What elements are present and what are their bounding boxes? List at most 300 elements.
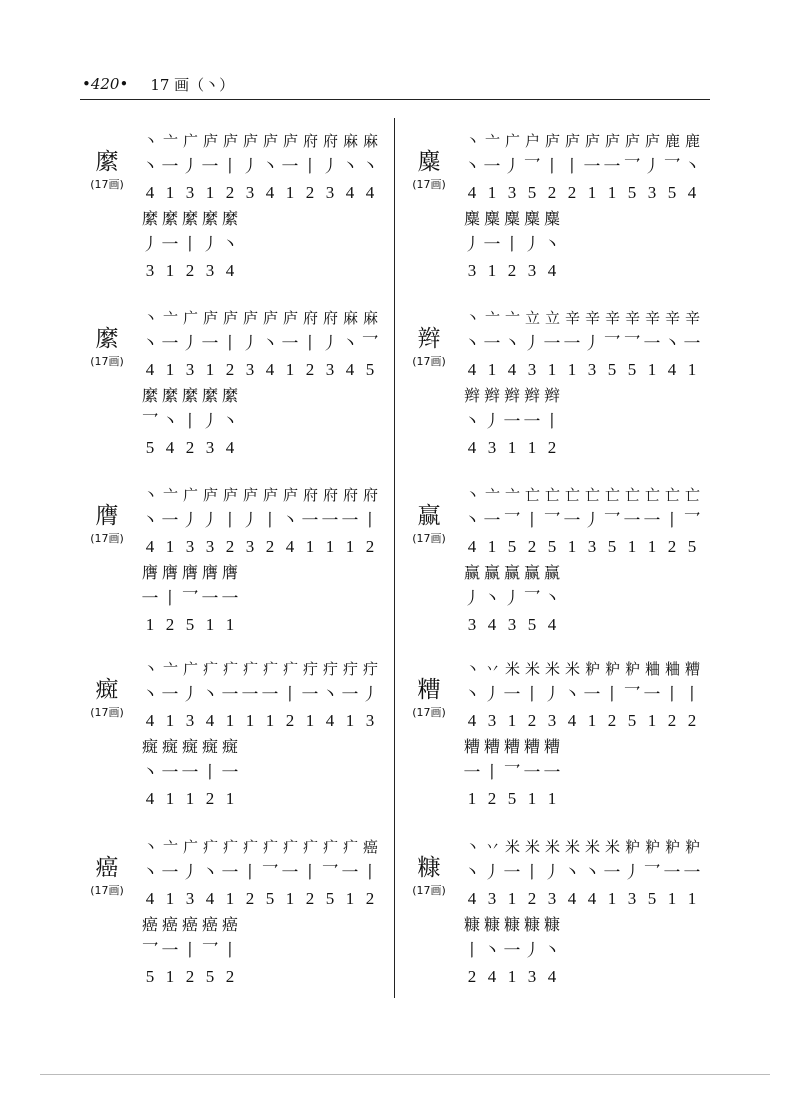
progression-glyph: 疒 bbox=[222, 660, 237, 678]
stroke-number: 1 bbox=[165, 889, 175, 908]
stroke-glyph: 乛 bbox=[503, 763, 521, 783]
progression-glyph: 疒 bbox=[342, 838, 357, 856]
head-character: 癍 bbox=[95, 677, 119, 703]
stroke-glyph: 一 bbox=[663, 863, 681, 883]
progression-glyph: 疒 bbox=[262, 660, 277, 678]
progression-glyph: 粐 bbox=[624, 660, 639, 678]
stroke-glyph: 丿 bbox=[643, 157, 661, 177]
progression-glyph: 糟 bbox=[483, 737, 500, 756]
progression-row bbox=[462, 305, 742, 331]
stroke-number: 2 bbox=[547, 438, 557, 457]
progression-glyph: 广 bbox=[504, 132, 519, 150]
progression-glyph: 縻 bbox=[181, 209, 198, 228]
progression-glyph: 糟 bbox=[684, 660, 699, 678]
number-row bbox=[140, 534, 420, 560]
stroke-glyph: 乛 bbox=[603, 334, 621, 354]
progression-glyph: 麋 bbox=[503, 209, 520, 228]
progression-glyph: 粬 bbox=[664, 660, 679, 678]
progression-glyph: 庐 bbox=[644, 132, 659, 150]
stroke-glyph: 一 bbox=[301, 511, 319, 531]
progression-glyph: 縻 bbox=[141, 386, 158, 405]
stroke-sequence bbox=[140, 834, 420, 990]
stroke-glyph: 丶 bbox=[663, 334, 681, 354]
progression-glyph: 府 bbox=[302, 309, 317, 327]
stroke-number: 4 bbox=[365, 183, 375, 202]
stroke-number: 3 bbox=[467, 615, 477, 634]
stroke-glyph: 乛 bbox=[663, 157, 681, 177]
stroke-glyph: 一 bbox=[301, 685, 319, 705]
stroke-number: 2 bbox=[165, 615, 175, 634]
stroke-number: 1 bbox=[285, 360, 295, 379]
stroke-number: 4 bbox=[205, 889, 215, 908]
stroke-row bbox=[462, 154, 742, 180]
stroke-number: 3 bbox=[325, 360, 335, 379]
stroke-glyph: 一 bbox=[483, 157, 501, 177]
progression-glyph: 丶 bbox=[142, 486, 157, 504]
stroke-number: 1 bbox=[205, 360, 215, 379]
stroke-glyph: 丿 bbox=[201, 511, 219, 531]
stroke-number: 4 bbox=[265, 360, 275, 379]
progression-row bbox=[140, 305, 420, 331]
stroke-glyph: 丨 bbox=[563, 157, 581, 177]
stroke-number: 1 bbox=[547, 789, 557, 808]
stroke-glyph: 丨 bbox=[301, 157, 319, 177]
stroke-number: 4 bbox=[225, 438, 235, 457]
progression-row bbox=[140, 206, 420, 232]
stroke-glyph: 丨 bbox=[543, 157, 561, 177]
stroke-glyph: 丶 bbox=[543, 941, 561, 961]
stroke-row bbox=[462, 409, 742, 435]
stroke-number: 1 bbox=[285, 889, 295, 908]
character-entry bbox=[410, 656, 730, 831]
head-character: 縻 bbox=[95, 326, 119, 352]
progression-glyph: 縻 bbox=[161, 386, 178, 405]
stroke-sequence bbox=[462, 128, 742, 284]
stroke-number: 1 bbox=[607, 889, 617, 908]
stroke-glyph: 丶 bbox=[161, 412, 179, 432]
stroke-number: 5 bbox=[205, 967, 215, 986]
stroke-number: 4 bbox=[487, 615, 497, 634]
progression-row bbox=[462, 482, 742, 508]
stroke-glyph: 丨 bbox=[543, 412, 561, 432]
stroke-glyph: 丨 bbox=[483, 763, 501, 783]
stroke-sequence bbox=[462, 834, 742, 990]
stroke-number: 4 bbox=[667, 360, 677, 379]
stroke-glyph: 一 bbox=[643, 511, 661, 531]
stroke-number: 1 bbox=[507, 889, 517, 908]
progression-glyph: 丶 bbox=[142, 838, 157, 856]
stroke-glyph: 丨 bbox=[301, 334, 319, 354]
stroke-number: 3 bbox=[527, 360, 537, 379]
stroke-number: 1 bbox=[587, 711, 597, 730]
stroke-number: 1 bbox=[527, 438, 537, 457]
stroke-number: 4 bbox=[587, 889, 597, 908]
stroke-number: 1 bbox=[667, 889, 677, 908]
entry-head bbox=[78, 676, 136, 720]
progression-glyph: 广 bbox=[182, 486, 197, 504]
stroke-glyph: 乛 bbox=[603, 511, 621, 531]
stroke-glyph: 丨 bbox=[201, 763, 219, 783]
stroke-count: (17画) bbox=[412, 178, 446, 191]
stroke-number: 4 bbox=[487, 967, 497, 986]
stroke-row bbox=[140, 154, 420, 180]
progression-glyph: 辫 bbox=[523, 386, 540, 405]
stroke-number: 3 bbox=[245, 537, 255, 556]
stroke-glyph: 丿 bbox=[141, 235, 159, 255]
progression-glyph: 亠 bbox=[162, 132, 177, 150]
progression-glyph: 糠 bbox=[543, 915, 560, 934]
stroke-glyph: 丿 bbox=[503, 157, 521, 177]
progression-glyph: 糟 bbox=[503, 737, 520, 756]
stroke-number: 5 bbox=[145, 967, 155, 986]
progression-row bbox=[462, 128, 742, 154]
stroke-number: 5 bbox=[527, 615, 537, 634]
stroke-number: 1 bbox=[305, 711, 315, 730]
stroke-number: 3 bbox=[487, 438, 497, 457]
stroke-row bbox=[140, 586, 420, 612]
progression-glyph: 庐 bbox=[222, 309, 237, 327]
stroke-sequence bbox=[462, 305, 742, 461]
stroke-glyph: 丨 bbox=[161, 589, 179, 609]
progression-row bbox=[140, 560, 420, 586]
stroke-glyph: 丿 bbox=[463, 589, 481, 609]
stroke-glyph: 丨 bbox=[463, 941, 481, 961]
progression-glyph: 庐 bbox=[544, 132, 559, 150]
stroke-glyph: 一 bbox=[201, 157, 219, 177]
stroke-glyph: 丨 bbox=[181, 412, 199, 432]
entry-head bbox=[78, 148, 136, 192]
stroke-glyph: 丶 bbox=[201, 685, 219, 705]
stroke-number: 1 bbox=[245, 711, 255, 730]
stroke-glyph: 丶 bbox=[583, 863, 601, 883]
progression-glyph: 亡 bbox=[524, 486, 539, 504]
progression-glyph: 癌 bbox=[201, 915, 218, 934]
stroke-glyph: 一 bbox=[161, 511, 179, 531]
progression-glyph: 庐 bbox=[262, 309, 277, 327]
stroke-glyph: 乛 bbox=[623, 685, 641, 705]
stroke-glyph: 丨 bbox=[663, 685, 681, 705]
progression-glyph: 庐 bbox=[202, 309, 217, 327]
stroke-number: 1 bbox=[285, 183, 295, 202]
stroke-glyph: 丿 bbox=[181, 157, 199, 177]
progression-glyph: 庐 bbox=[282, 309, 297, 327]
stroke-row bbox=[462, 331, 742, 357]
stroke-glyph: 一 bbox=[181, 763, 199, 783]
progression-glyph: 庐 bbox=[242, 132, 257, 150]
stroke-glyph: 丿 bbox=[483, 412, 501, 432]
progression-glyph: 縻 bbox=[141, 209, 158, 228]
entry-head bbox=[400, 325, 458, 369]
progression-glyph: 疒 bbox=[202, 660, 217, 678]
progression-glyph: 庐 bbox=[624, 132, 639, 150]
stroke-glyph: 丿 bbox=[523, 334, 541, 354]
progression-row bbox=[462, 656, 742, 682]
progression-glyph: 丶 bbox=[464, 486, 479, 504]
progression-glyph: 赢 bbox=[543, 563, 560, 582]
stroke-number: 5 bbox=[627, 360, 637, 379]
stroke-number: 2 bbox=[185, 261, 195, 280]
stroke-number: 2 bbox=[687, 711, 697, 730]
stroke-glyph: 一 bbox=[321, 511, 339, 531]
progression-glyph: 米 bbox=[584, 838, 599, 856]
stroke-row bbox=[140, 409, 420, 435]
stroke-glyph: 丶 bbox=[141, 157, 159, 177]
progression-glyph: 膺 bbox=[181, 563, 198, 582]
stroke-sequence bbox=[140, 305, 420, 461]
stroke-number: 5 bbox=[265, 889, 275, 908]
progression-glyph: 米 bbox=[564, 838, 579, 856]
stroke-number: 1 bbox=[145, 615, 155, 634]
progression-glyph: 粐 bbox=[584, 660, 599, 678]
progression-glyph: 糟 bbox=[463, 737, 480, 756]
stroke-glyph: 丿 bbox=[623, 863, 641, 883]
progression-glyph: 府 bbox=[302, 486, 317, 504]
stroke-number: 2 bbox=[305, 360, 315, 379]
stroke-row bbox=[462, 586, 742, 612]
stroke-number: 1 bbox=[305, 537, 315, 556]
stroke-glyph: 一 bbox=[503, 941, 521, 961]
stroke-number: 3 bbox=[145, 261, 155, 280]
stroke-glyph: 一 bbox=[221, 685, 239, 705]
stroke-glyph: 一 bbox=[483, 511, 501, 531]
head-character: 赢 bbox=[417, 503, 441, 529]
progression-glyph: 粐 bbox=[604, 660, 619, 678]
stroke-glyph: 乛 bbox=[503, 511, 521, 531]
stroke-glyph: 一 bbox=[341, 685, 359, 705]
stroke-number: 1 bbox=[165, 967, 175, 986]
progression-glyph: 丷 bbox=[484, 838, 499, 856]
stroke-number: 4 bbox=[467, 360, 477, 379]
stroke-glyph: 一 bbox=[483, 334, 501, 354]
progression-glyph: 粬 bbox=[644, 660, 659, 678]
progression-glyph: 辛 bbox=[604, 309, 619, 327]
stroke-number: 3 bbox=[507, 183, 517, 202]
progression-glyph: 縻 bbox=[221, 209, 238, 228]
stroke-number: 1 bbox=[687, 360, 697, 379]
page-number: •420• bbox=[82, 75, 129, 93]
progression-glyph: 亠 bbox=[162, 486, 177, 504]
progression-row bbox=[462, 560, 742, 586]
number-row bbox=[140, 180, 420, 206]
stroke-glyph: 丶 bbox=[543, 589, 561, 609]
character-entry bbox=[88, 128, 408, 303]
progression-glyph: 疔 bbox=[322, 660, 337, 678]
progression-glyph: 麻 bbox=[362, 132, 377, 150]
progression-glyph: 糠 bbox=[463, 915, 480, 934]
stroke-glyph: 乛 bbox=[623, 157, 641, 177]
progression-glyph: 糟 bbox=[523, 737, 540, 756]
stroke-number: 4 bbox=[145, 183, 155, 202]
stroke-glyph: 一 bbox=[201, 334, 219, 354]
stroke-number: 4 bbox=[467, 183, 477, 202]
stroke-glyph: 一 bbox=[161, 763, 179, 783]
stroke-glyph: 丶 bbox=[463, 685, 481, 705]
stroke-number: 1 bbox=[507, 967, 517, 986]
progression-glyph: 庐 bbox=[584, 132, 599, 150]
stroke-glyph: 丶 bbox=[141, 863, 159, 883]
stroke-number: 4 bbox=[145, 360, 155, 379]
stroke-row bbox=[140, 232, 420, 258]
stroke-number: 4 bbox=[567, 889, 577, 908]
stroke-glyph: 乛 bbox=[361, 334, 379, 354]
stroke-glyph: 丨 bbox=[523, 863, 541, 883]
progression-glyph: 辛 bbox=[624, 309, 639, 327]
number-row bbox=[462, 886, 742, 912]
progression-glyph: 丷 bbox=[484, 660, 499, 678]
progression-glyph: 丶 bbox=[464, 660, 479, 678]
stroke-number: 1 bbox=[165, 789, 175, 808]
stroke-glyph: 丿 bbox=[201, 235, 219, 255]
progression-row bbox=[140, 834, 420, 860]
stroke-glyph: 乛 bbox=[543, 511, 561, 531]
stroke-row bbox=[140, 682, 420, 708]
stroke-number: 1 bbox=[225, 615, 235, 634]
progression-glyph: 疔 bbox=[302, 660, 317, 678]
stroke-glyph: 丨 bbox=[241, 863, 259, 883]
stroke-glyph: 丿 bbox=[201, 412, 219, 432]
stroke-number: 3 bbox=[647, 183, 657, 202]
stroke-number: 1 bbox=[647, 537, 657, 556]
progression-glyph: 辫 bbox=[463, 386, 480, 405]
stroke-number: 1 bbox=[225, 711, 235, 730]
progression-glyph: 麻 bbox=[362, 309, 377, 327]
stroke-number: 3 bbox=[205, 537, 215, 556]
stroke-glyph: 乛 bbox=[643, 863, 661, 883]
stroke-glyph: 乛 bbox=[321, 863, 339, 883]
progression-glyph: 疒 bbox=[242, 838, 257, 856]
stroke-count: (17画) bbox=[90, 706, 124, 719]
stroke-glyph: 一 bbox=[141, 589, 159, 609]
stroke-number: 3 bbox=[507, 615, 517, 634]
progression-glyph: 广 bbox=[182, 838, 197, 856]
stroke-glyph: 一 bbox=[503, 412, 521, 432]
stroke-number: 3 bbox=[587, 537, 597, 556]
character-entry bbox=[88, 656, 408, 831]
stroke-glyph: 一 bbox=[523, 763, 541, 783]
stroke-number: 4 bbox=[467, 889, 477, 908]
stroke-glyph: 一 bbox=[261, 685, 279, 705]
number-row bbox=[140, 357, 420, 383]
stroke-glyph: 丶 bbox=[563, 685, 581, 705]
progression-glyph: 膺 bbox=[221, 563, 238, 582]
progression-glyph: 丶 bbox=[464, 309, 479, 327]
stroke-glyph: 丿 bbox=[523, 235, 541, 255]
stroke-number: 5 bbox=[627, 711, 637, 730]
stroke-number: 4 bbox=[145, 711, 155, 730]
stroke-glyph: 一 bbox=[161, 863, 179, 883]
stroke-glyph: 丿 bbox=[543, 685, 561, 705]
stroke-glyph: 一 bbox=[221, 763, 239, 783]
stroke-number: 4 bbox=[205, 711, 215, 730]
progression-glyph: 疔 bbox=[342, 660, 357, 678]
stroke-number: 3 bbox=[185, 711, 195, 730]
stroke-glyph: 乛 bbox=[523, 157, 541, 177]
number-row bbox=[462, 258, 742, 284]
progression-glyph: 户 bbox=[524, 132, 539, 150]
stroke-number: 2 bbox=[185, 438, 195, 457]
progression-glyph: 府 bbox=[342, 486, 357, 504]
progression-glyph: 亡 bbox=[624, 486, 639, 504]
progression-glyph: 米 bbox=[524, 660, 539, 678]
stroke-glyph: 丨 bbox=[221, 157, 239, 177]
stroke-glyph: 丿 bbox=[181, 685, 199, 705]
stroke-glyph: 一 bbox=[623, 511, 641, 531]
stroke-glyph: 丨 bbox=[503, 235, 521, 255]
stroke-number: 1 bbox=[527, 789, 537, 808]
stroke-glyph: 丶 bbox=[463, 511, 481, 531]
stroke-number: 1 bbox=[487, 537, 497, 556]
progression-glyph: 米 bbox=[504, 660, 519, 678]
stroke-number: 1 bbox=[345, 711, 355, 730]
progression-glyph: 癍 bbox=[201, 737, 218, 756]
stroke-glyph: 一 bbox=[643, 685, 661, 705]
stroke-number: 3 bbox=[467, 261, 477, 280]
stroke-number: 3 bbox=[547, 711, 557, 730]
progression-glyph: 亡 bbox=[564, 486, 579, 504]
header-rule bbox=[80, 99, 710, 100]
stroke-number: 3 bbox=[365, 711, 375, 730]
stroke-number: 1 bbox=[165, 711, 175, 730]
stroke-sequence bbox=[140, 482, 420, 638]
stroke-number: 3 bbox=[185, 889, 195, 908]
progression-glyph: 糠 bbox=[483, 915, 500, 934]
progression-glyph: 亡 bbox=[684, 486, 699, 504]
stroke-glyph: 一 bbox=[683, 863, 701, 883]
stroke-number: 4 bbox=[325, 711, 335, 730]
progression-glyph: 米 bbox=[564, 660, 579, 678]
page-header bbox=[82, 70, 712, 98]
number-row bbox=[462, 435, 742, 461]
stroke-number: 2 bbox=[527, 889, 537, 908]
stroke-glyph: 丨 bbox=[261, 511, 279, 531]
entry-head bbox=[78, 325, 136, 369]
number-row bbox=[462, 786, 742, 812]
progression-glyph: 庐 bbox=[242, 309, 257, 327]
progression-glyph: 鹿 bbox=[684, 132, 699, 150]
stroke-glyph: 丶 bbox=[463, 334, 481, 354]
stroke-glyph: 一 bbox=[221, 589, 239, 609]
stroke-glyph: 一 bbox=[543, 763, 561, 783]
progression-glyph: 庐 bbox=[604, 132, 619, 150]
stroke-glyph: 一 bbox=[241, 685, 259, 705]
stroke-number: 1 bbox=[647, 711, 657, 730]
progression-glyph: 府 bbox=[322, 132, 337, 150]
stroke-number: 3 bbox=[487, 711, 497, 730]
stroke-count: (17画) bbox=[90, 884, 124, 897]
progression-glyph: 丶 bbox=[464, 132, 479, 150]
number-row bbox=[462, 534, 742, 560]
number-row bbox=[462, 612, 742, 638]
stroke-glyph: 丨 bbox=[181, 235, 199, 255]
character-entry bbox=[410, 834, 730, 1009]
stroke-glyph: 一 bbox=[583, 685, 601, 705]
head-character: 糟 bbox=[417, 677, 441, 703]
stroke-number: 5 bbox=[687, 537, 697, 556]
stroke-glyph: 丿 bbox=[583, 511, 601, 531]
stroke-glyph: 乛 bbox=[181, 589, 199, 609]
progression-row bbox=[140, 128, 420, 154]
progression-glyph: 庐 bbox=[202, 132, 217, 150]
progression-glyph: 疒 bbox=[202, 838, 217, 856]
stroke-number: 1 bbox=[165, 183, 175, 202]
stroke-glyph: 乛 bbox=[623, 334, 641, 354]
stroke-glyph: 丨 bbox=[221, 334, 239, 354]
stroke-number: 5 bbox=[325, 889, 335, 908]
progression-glyph: 疒 bbox=[262, 838, 277, 856]
progression-glyph: 亠 bbox=[504, 309, 519, 327]
stroke-number: 1 bbox=[567, 537, 577, 556]
stroke-glyph: 丨 bbox=[683, 685, 701, 705]
